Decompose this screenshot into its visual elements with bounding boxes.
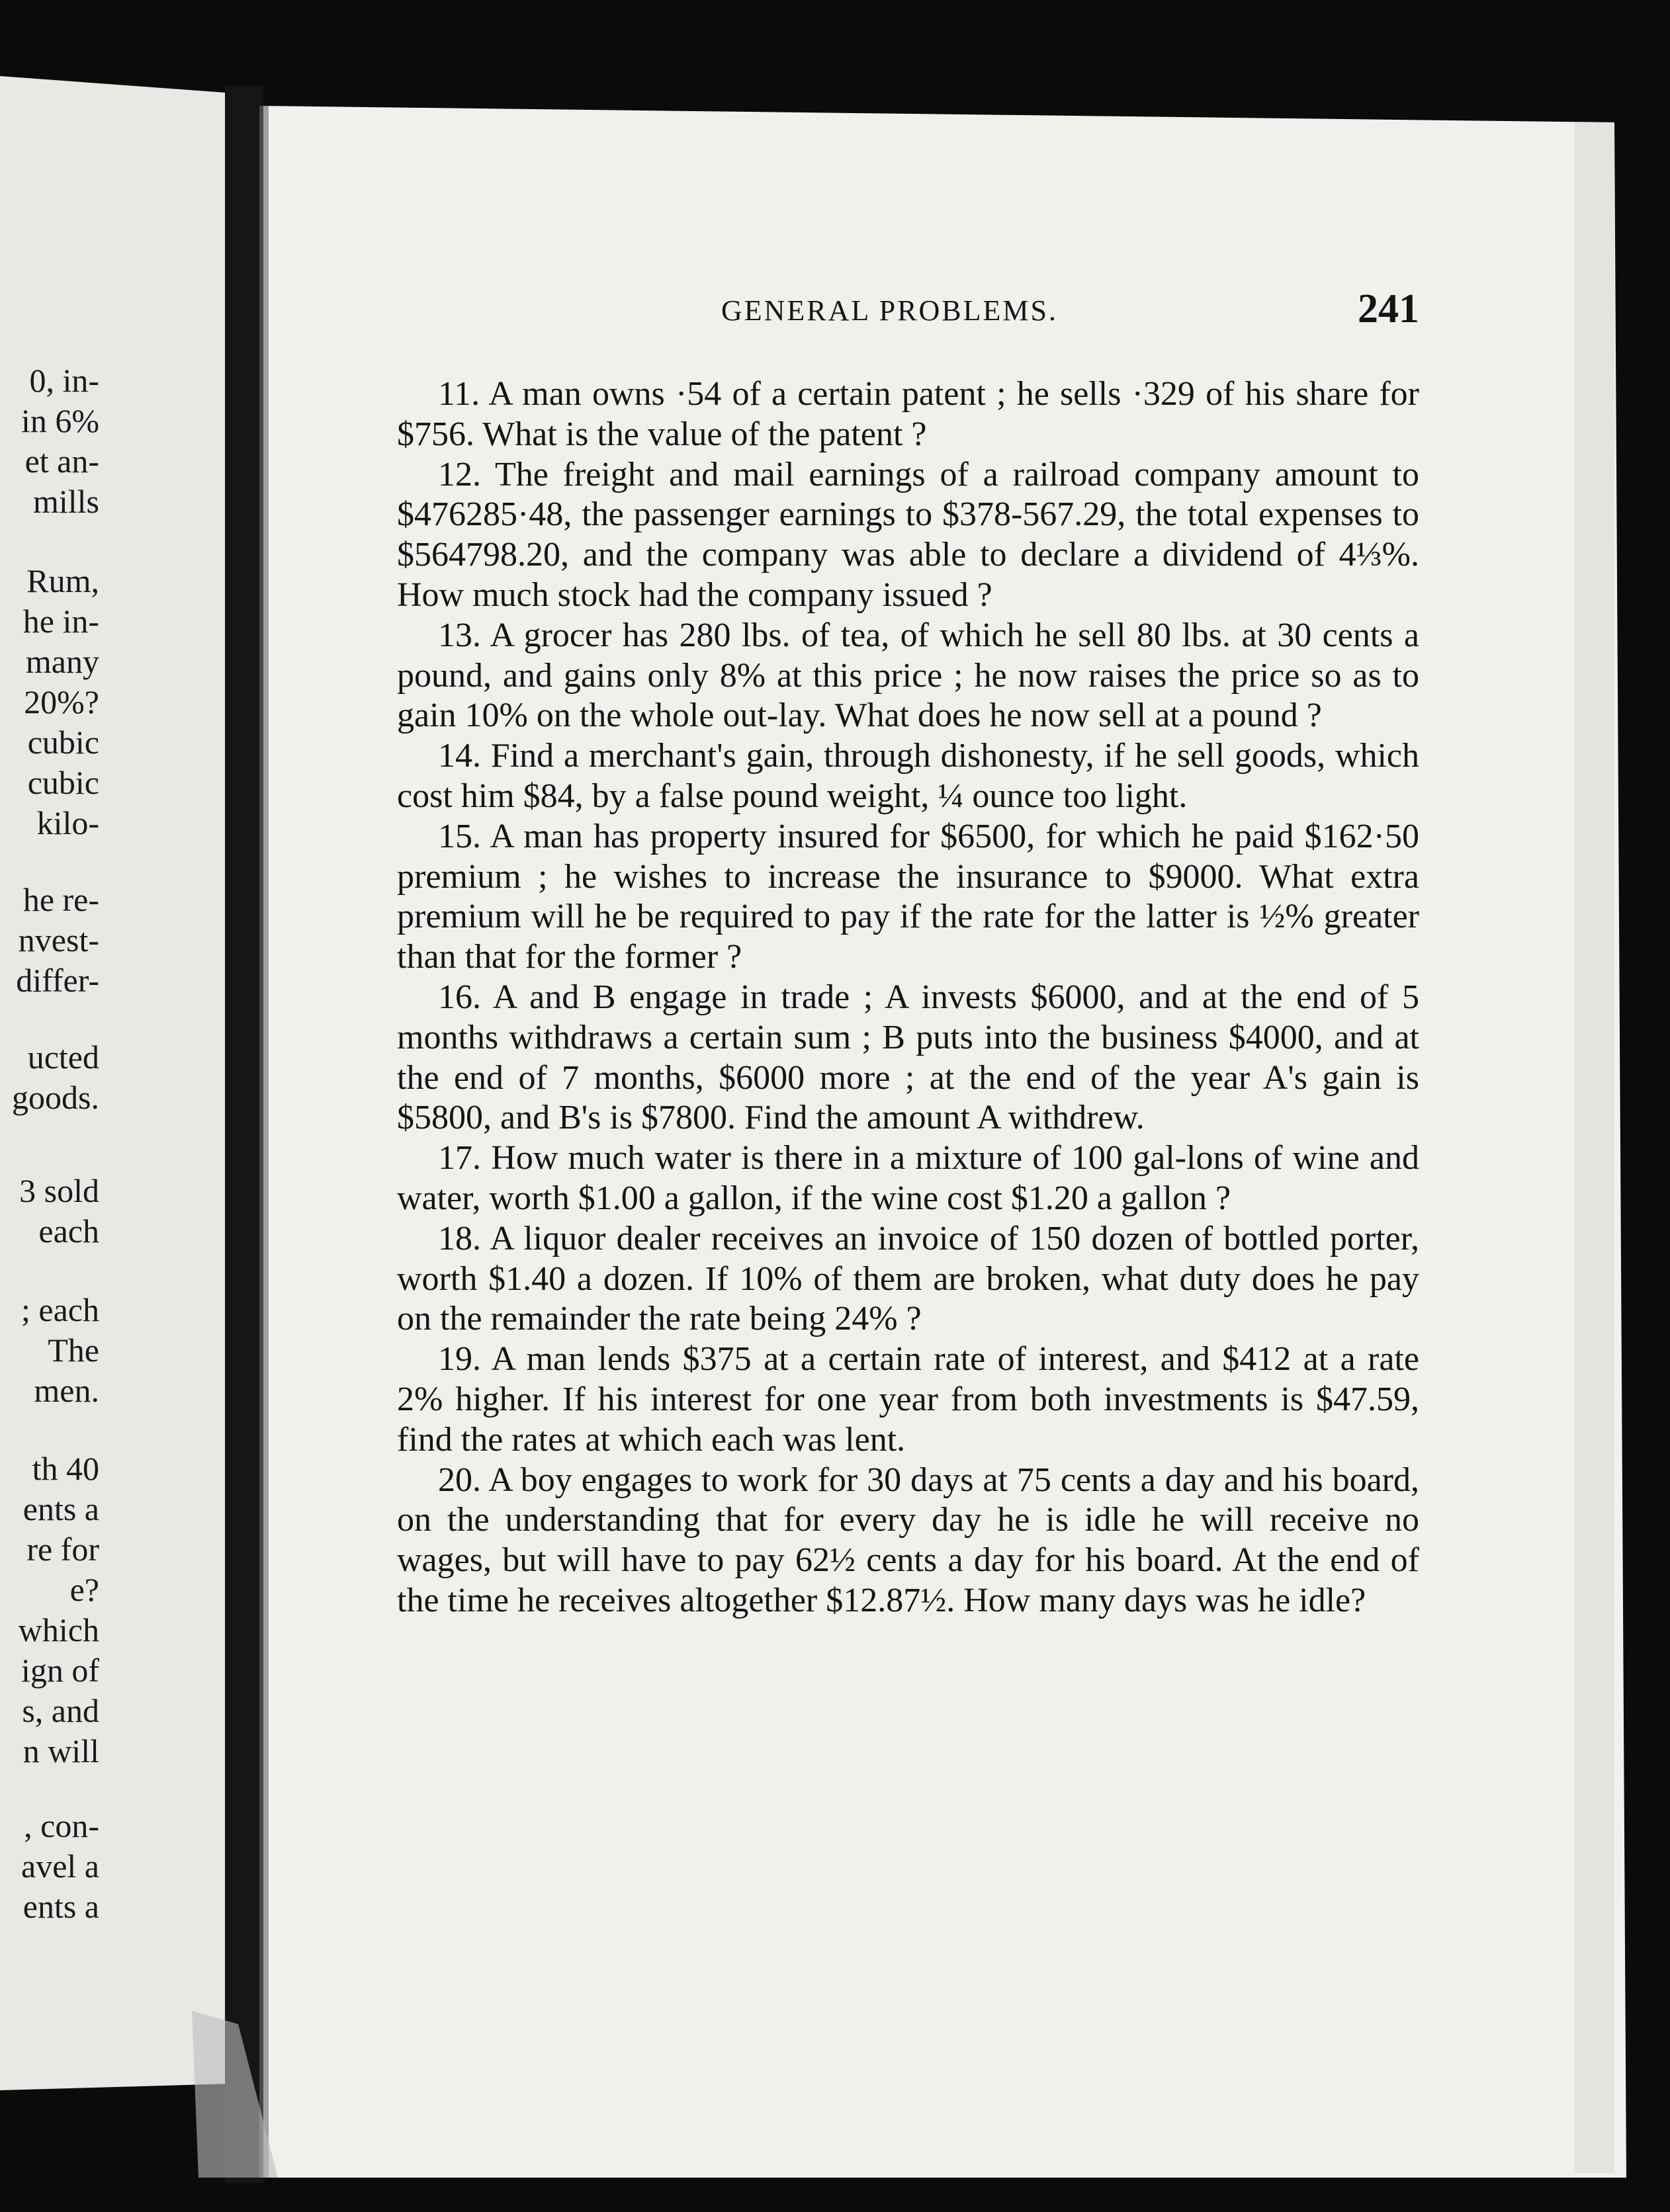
problem-text: A man has property insured for $6500, for which he paid $162·50 premium ; he wishes to increase the insurance to $9000. What extra premium will he be required to pay if the rate for the latter is ½% greater than that for the former ? [397,817,1419,976]
left-page-line: cubic [27,764,99,801]
problem-text: A and B engage in trade ; A invests $6000, and at the end of 5 months withdraws a certain sum ; B puts into the business $4000, and at the end of 7 months, $6000 more ; at the end of the year A's gain is $5800, and B's is $7800. Find the amount A withdrew. [397,978,1419,1137]
left-page-line: re for [26,1531,99,1568]
left-page-line: cubic [27,724,99,761]
problem-text: The freight and mail earnings of a railroad company amount to $476285·48, the passenger earnings to $378-567.29, the total expenses to $564798.20, and the company was able to declare a dividend of 4⅓%. How much stock had the company issued ? [397,455,1420,614]
left-page-line: ucted [27,1039,99,1076]
left-page-fragment [0,361,99,522]
problems-list [397,374,1419,1621]
left-page-line: 3 sold [19,1172,99,1209]
left-page-line: ents a [22,1888,99,1925]
left-page-line: ents a [22,1490,99,1527]
problem-text: Find a merchant's gain, through dishonesty, if he sell goods, which cost him $84, by a false pound weight, ¼ ounce too light. [397,737,1419,815]
problem-item [397,1138,1419,1219]
problem-item [397,1340,1419,1460]
problem-text: A liquor dealer receives an invoice of 150 dozen of bottled porter, worth $1.40 a dozen. If 10% of them are broken, what duty does he pay on the remainder the rate being 24% ? [397,1219,1419,1338]
left-page-line: avel a [21,1848,99,1885]
problem-item [397,817,1419,978]
problem-number: 12. [438,455,481,493]
left-page-line: 20%? [24,683,99,720]
problem-text: How much water is there in a mixture of 100 gal-lons of wine and water, worth $1.00 a gallon, if the wine cost $1.20 a gallon ? [397,1139,1419,1217]
gutter-edge [259,106,269,2178]
problem-text: A man owns ·54 of a certain patent ; he sells ·329 of his share for $756. What is the value of the patent ? [397,375,1420,453]
problem-number: 20. [438,1461,481,1499]
page-number: 241 [1358,286,1419,331]
left-page-line: mills [32,483,99,520]
left-page-fragment [0,1290,99,1411]
problem-text: A boy engages to work for 30 days at 75 cents a day and his board, on the understanding that for every day he is idle he will receive no wages, but will have to pay 62½ cents a day for his board. At the end of the time he receives altogether $12.87½. How many days was he idle? [397,1461,1419,1619]
left-page-fragment [0,1449,99,1771]
left-page-line: s, and [22,1692,99,1729]
problem-item [397,616,1419,736]
left-page-line: et an- [24,443,99,480]
left-page-line: th 40 [32,1450,99,1487]
page-edge-shade [1575,122,1614,2173]
problem-number: 14. [438,737,481,775]
left-page-fragment [0,561,99,843]
left-page-line: he re- [22,881,99,918]
problem-text: A man lends $375 at a certain rate of interest, and $412 at a rate 2% higher. If his interest for one year from both investments is $47.59, find the rates at which each was lent. [397,1340,1419,1459]
problem-number: 19. [438,1340,481,1379]
left-page-fragment [0,1171,99,1252]
left-page-line: goods. [12,1079,99,1116]
left-page-line: many [25,643,99,680]
left-page-line: kilo- [36,804,99,841]
problem-number: 11. [438,375,480,413]
problem-item [397,374,1419,455]
problem-number: 15. [438,817,481,855]
left-page-line: Rum, [26,562,99,599]
problem-item [397,978,1419,1138]
problem-item [397,455,1419,616]
problem-number: 16. [438,978,481,1016]
running-title: GENERAL PROBLEMS. [721,294,1058,327]
left-page-line: , con- [24,1807,99,1844]
left-page-fragment [0,880,99,1001]
problem-item [397,1461,1419,1621]
left-page-fragment [0,1037,99,1118]
left-page-line: each [38,1212,99,1250]
left-page-line: n will [22,1732,99,1769]
left-page-line: he in- [22,603,99,640]
left-page-line: in 6% [21,402,99,439]
left-page-line: which [18,1611,99,1648]
left-page-line: ign of [21,1652,99,1689]
left-page-line: nvest- [18,921,99,958]
left-page-fragment [0,1806,99,1927]
left-page-line: differ- [16,962,99,999]
page-header [721,286,1419,332]
left-page-line: men. [34,1372,99,1409]
problem-item [397,736,1419,817]
problem-item [397,1219,1419,1340]
left-page-line: e? [69,1571,99,1608]
problem-number: 17. [438,1139,481,1177]
left-page-line: ; each [21,1291,99,1328]
gutter-shadow [225,86,263,2183]
problem-number: 13. [438,616,481,654]
left-page-line: 0, in- [29,362,99,399]
problem-text: A grocer has 280 lbs. of tea, of which he sell 80 lbs. at 30 cents a pound, and gains only 8% at this price ; he now raises the price so as to gain 10% on the whole out-lay. What does he now sell at a pound ? [397,616,1419,735]
left-page-line: The [48,1332,99,1369]
problem-number: 18. [438,1219,481,1257]
